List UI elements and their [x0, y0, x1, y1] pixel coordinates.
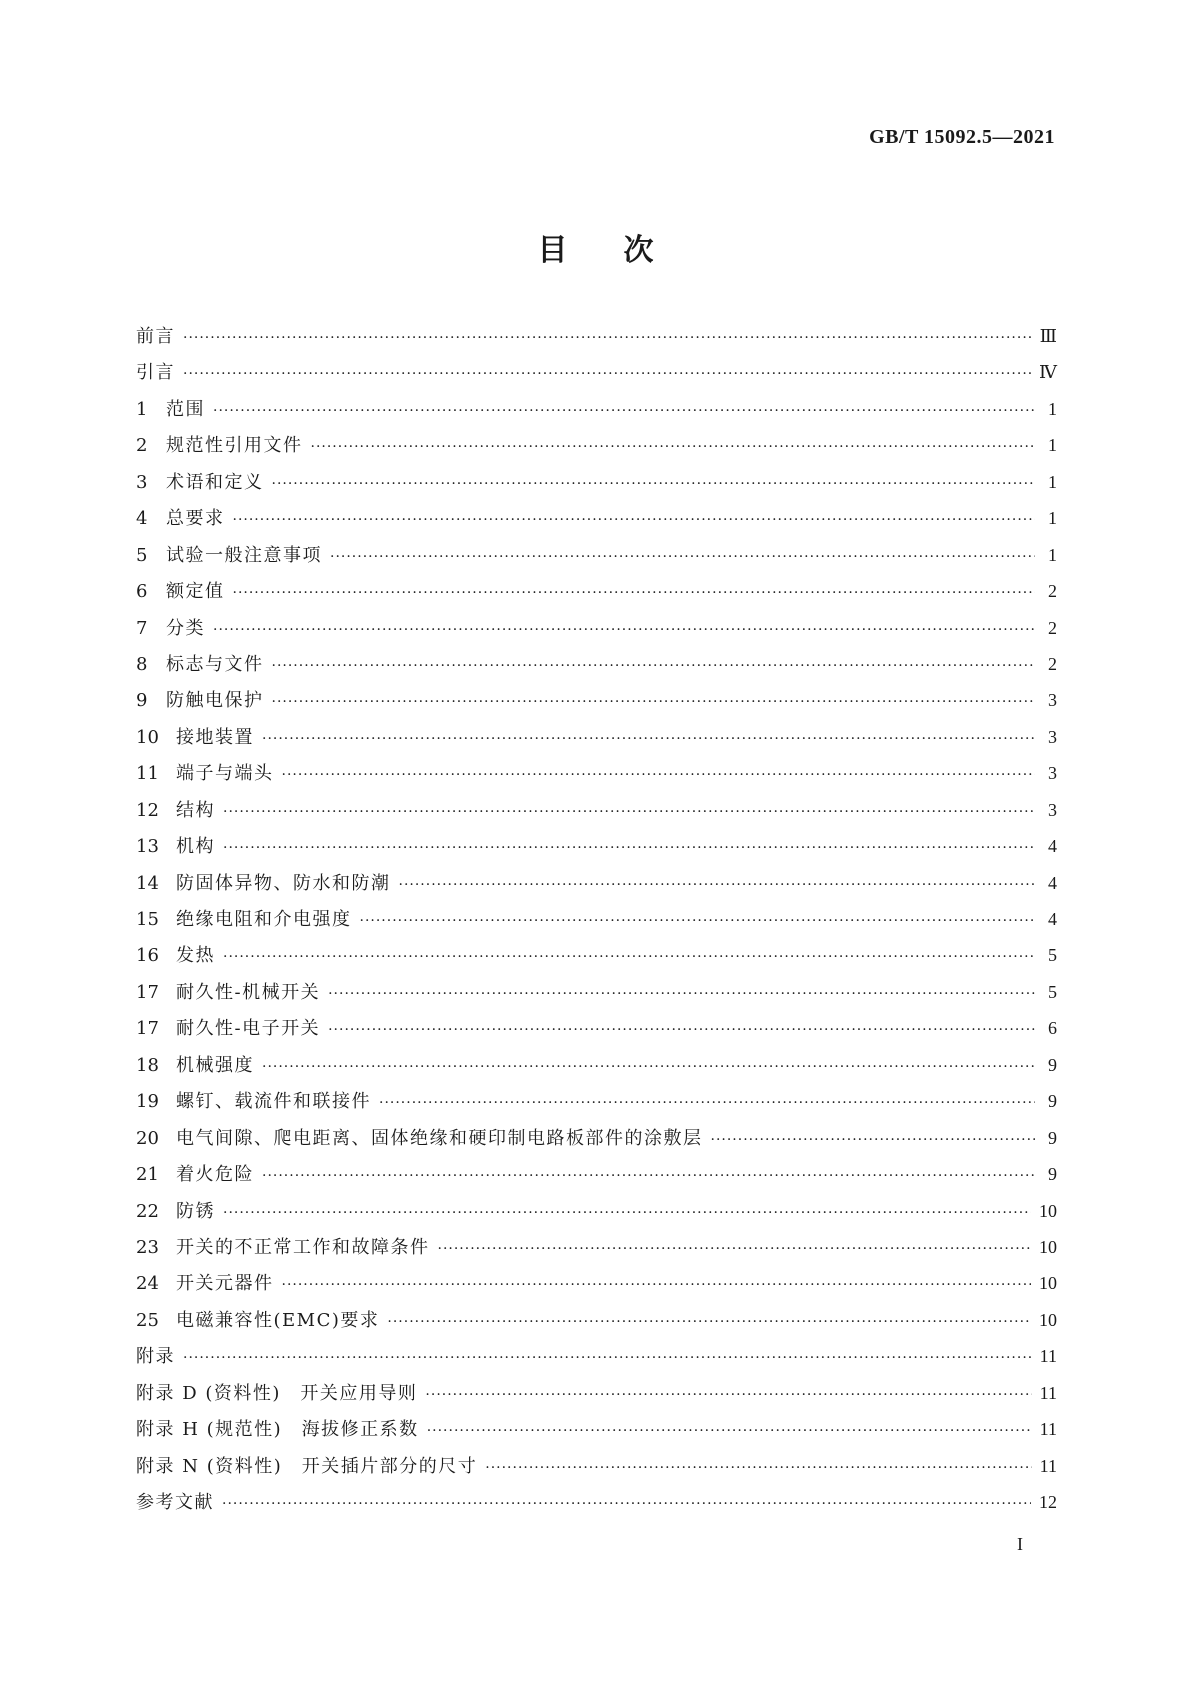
toc-entry-label: 分类 — [166, 617, 205, 639]
toc-dot-leader — [223, 945, 1035, 969]
toc-entry-number: 3 — [136, 471, 148, 493]
toc-entry-label: 范围 — [166, 398, 205, 420]
page-title: 目次 — [537, 233, 710, 268]
toc-entry[interactable] — [136, 871, 1057, 907]
toc-dot-leader — [262, 1164, 1035, 1188]
toc-entry-label: 附录 D (资料性) 开关应用导则 — [136, 1382, 418, 1404]
table-of-contents — [136, 324, 1057, 1526]
toc-entry-number: 23 — [136, 1236, 159, 1258]
toc-entry-label: 开关元器件 — [176, 1273, 274, 1295]
toc-entry-label: 电气间隙、爬电距离、固体绝缘和硬印制电路板部件的涂敷层 — [176, 1127, 703, 1149]
toc-dot-leader — [223, 1201, 1031, 1225]
toc-entry-page: 3 — [1048, 690, 1057, 711]
toc-entry-page: Ⅲ — [1039, 326, 1057, 346]
toc-entry-page: 3 — [1048, 763, 1057, 784]
toc-entry-page: 1 — [1048, 435, 1057, 456]
toc-entry-label: 防触电保护 — [166, 690, 264, 712]
toc-entry-page: 5 — [1048, 981, 1057, 1002]
toc-entry-number: 24 — [136, 1273, 159, 1295]
toc-entry-page: 4 — [1048, 909, 1057, 929]
toc-entry-page: 1 — [1048, 398, 1057, 419]
toc-entry[interactable] — [136, 1089, 1057, 1125]
toc-dot-leader — [272, 690, 1036, 714]
toc-dot-leader — [262, 1055, 1035, 1079]
toc-entry-label: 参考文献 — [136, 1492, 214, 1513]
toc-dot-leader — [223, 800, 1035, 824]
toc-entry-label: 耐久性-电子开关 — [176, 1018, 321, 1040]
toc-entry-page: 9 — [1048, 1091, 1057, 1112]
toc-entry-number: 19 — [136, 1091, 159, 1113]
toc-entry-number: 1 — [136, 398, 148, 420]
toc-entry[interactable] — [136, 1016, 1057, 1052]
toc-entry[interactable] — [136, 1271, 1057, 1307]
toc-dot-leader — [485, 1456, 1031, 1480]
toc-dot-leader — [427, 1419, 1032, 1443]
toc-entry-number: 21 — [136, 1164, 159, 1186]
toc-entry[interactable] — [136, 543, 1057, 579]
toc-entry-label: 前言 — [136, 326, 175, 347]
toc-entry-label: 绝缘电阻和介电强度 — [176, 909, 352, 930]
toc-entry-page: 11 — [1039, 1419, 1057, 1440]
toc-dot-leader — [379, 1091, 1035, 1115]
toc-dot-leader — [399, 873, 1036, 897]
toc-entry-label: 防固体异物、防水和防潮 — [176, 872, 391, 894]
toc-dot-leader — [213, 399, 1035, 423]
toc-entry-page: 1 — [1048, 471, 1057, 492]
toc-entry-number: 6 — [136, 581, 148, 603]
toc-entry-label: 开关的不正常工作和故障条件 — [176, 1236, 430, 1258]
toc-dot-leader — [360, 909, 1036, 933]
toc-entry-label: 标志与文件 — [166, 653, 264, 675]
toc-entry-page: 10 — [1039, 1236, 1057, 1257]
toc-entry-page: 3 — [1048, 726, 1057, 747]
toc-dot-leader — [272, 472, 1036, 496]
toc-entry-label: 着火危险 — [176, 1164, 254, 1186]
toc-entry[interactable] — [136, 761, 1057, 797]
toc-entry-label: 端子与端头 — [176, 763, 274, 785]
toc-entry[interactable] — [136, 1126, 1057, 1162]
toc-entry[interactable] — [136, 360, 1057, 396]
toc-entry-page: 1 — [1048, 508, 1057, 529]
toc-entry-number: 15 — [136, 909, 159, 930]
toc-dot-leader — [222, 1492, 1031, 1516]
toc-entry-number: 8 — [136, 653, 148, 675]
toc-entry-label: 结构 — [176, 799, 215, 821]
toc-entry-page: 6 — [1048, 1018, 1057, 1039]
toc-entry-label: 附录 — [136, 1346, 175, 1368]
toc-entry-number: 18 — [136, 1054, 159, 1076]
toc-entry-page: 2 — [1048, 617, 1057, 638]
toc-entry-number: 25 — [136, 1309, 159, 1331]
toc-entry-label: 电磁兼容性(EMC)要求 — [176, 1309, 380, 1331]
toc-entry-label: 接地装置 — [176, 726, 254, 748]
toc-entry-page: 9 — [1048, 1054, 1057, 1075]
toc-entry[interactable] — [136, 1235, 1057, 1271]
standard-code: GB/T 15092.5—2021 — [869, 126, 1055, 148]
toc-dot-leader — [311, 435, 1036, 459]
toc-entry-page: 2 — [1048, 581, 1057, 602]
toc-entry-label: 总要求 — [166, 508, 225, 530]
toc-entry-page: 4 — [1048, 872, 1057, 893]
toc-dot-leader — [282, 1273, 1032, 1297]
toc-entry[interactable] — [136, 834, 1057, 870]
toc-entry-label: 耐久性-机械开关 — [176, 981, 321, 1003]
toc-entry-page: 11 — [1039, 1455, 1057, 1476]
toc-entry-page: Ⅳ — [1039, 362, 1057, 383]
toc-entry[interactable] — [136, 1417, 1057, 1453]
toc-entry-page: 2 — [1048, 653, 1057, 674]
toc-entry-label: 防锈 — [176, 1200, 215, 1222]
toc-entry[interactable] — [136, 579, 1057, 615]
toc-entry-label: 规范性引用文件 — [166, 435, 303, 457]
toc-entry[interactable] — [136, 397, 1057, 433]
toc-entry-number: 16 — [136, 945, 159, 967]
toc-entry[interactable] — [136, 980, 1057, 1016]
toc-entry-number: 11 — [136, 763, 159, 785]
toc-entry-label: 试验一般注意事项 — [166, 544, 322, 566]
toc-dot-leader — [183, 362, 1031, 386]
toc-dot-leader — [272, 654, 1036, 678]
toc-entry-number: 17 — [136, 981, 159, 1003]
toc-dot-leader — [328, 982, 1035, 1006]
toc-entry-page: 10 — [1039, 1200, 1057, 1221]
toc-entry-page: 5 — [1048, 945, 1057, 966]
toc-entry-page: 9 — [1048, 1127, 1057, 1148]
toc-entry-number: 5 — [136, 544, 148, 566]
toc-entry-number: 17 — [136, 1018, 159, 1040]
toc-entry[interactable] — [136, 943, 1057, 979]
toc-entry[interactable] — [136, 725, 1057, 761]
toc-entry-label: 螺钉、载流件和联接件 — [176, 1091, 371, 1113]
toc-dot-leader — [282, 763, 1036, 787]
toc-entry-label: 附录 H (规范性) 海拔修正系数 — [136, 1419, 419, 1441]
page-number: I — [1017, 1534, 1023, 1554]
toc-entry-page: 3 — [1048, 799, 1057, 820]
toc-entry-page: 9 — [1048, 1164, 1057, 1185]
toc-entry-label: 机械强度 — [176, 1054, 254, 1076]
toc-dot-leader — [223, 836, 1035, 860]
toc-entry-label: 附录 N (资料性) 开关插片部分的尺寸 — [136, 1455, 478, 1477]
toc-entry-page: 12 — [1039, 1492, 1057, 1512]
toc-entry[interactable] — [136, 506, 1057, 542]
toc-entry[interactable] — [136, 1454, 1057, 1490]
toc-entry[interactable] — [136, 470, 1057, 506]
toc-entry-label: 发热 — [176, 945, 215, 967]
toc-entry-page: 10 — [1039, 1273, 1057, 1294]
toc-entry[interactable] — [136, 1053, 1057, 1089]
toc-entry[interactable] — [136, 907, 1057, 943]
toc-entry[interactable] — [136, 1308, 1057, 1344]
toc-entry-number: 12 — [136, 799, 159, 821]
toc-entry-number: 4 — [136, 508, 148, 530]
toc-entry-number: 22 — [136, 1200, 159, 1222]
toc-entry-label: 引言 — [136, 362, 175, 384]
toc-dot-leader — [425, 1383, 1031, 1407]
toc-entry-label: 额定值 — [166, 581, 225, 603]
toc-dot-leader — [213, 618, 1035, 642]
toc-entry[interactable] — [136, 433, 1057, 469]
toc-entry-label: 术语和定义 — [166, 471, 264, 493]
toc-entry-number: 13 — [136, 836, 159, 858]
toc-dot-leader — [711, 1128, 1036, 1152]
toc-entry-label: 机构 — [176, 836, 215, 858]
toc-entry[interactable] — [136, 1381, 1057, 1417]
toc-entry-page: 11 — [1039, 1346, 1057, 1367]
toc-dot-leader — [183, 1346, 1032, 1370]
toc-entry[interactable] — [136, 798, 1057, 834]
toc-entry-page: 1 — [1048, 544, 1057, 565]
toc-entry-number: 7 — [136, 617, 148, 639]
toc-entry[interactable] — [136, 652, 1057, 688]
toc-entry-page: 4 — [1048, 836, 1057, 857]
toc-entry[interactable] — [136, 324, 1057, 360]
toc-entry-number: 10 — [136, 726, 159, 748]
toc-entry-number: 14 — [136, 872, 159, 894]
toc-dot-leader — [233, 581, 1036, 605]
toc-dot-leader — [183, 326, 1032, 350]
toc-dot-leader — [438, 1237, 1032, 1261]
toc-dot-leader — [387, 1310, 1031, 1334]
toc-dot-leader — [233, 508, 1036, 532]
toc-entry[interactable] — [136, 688, 1057, 724]
toc-entry[interactable] — [136, 1162, 1057, 1198]
toc-dot-leader — [328, 1018, 1035, 1042]
toc-entry[interactable] — [136, 616, 1057, 652]
toc-entry[interactable] — [136, 1344, 1057, 1380]
toc-entry-number: 9 — [136, 690, 148, 712]
toc-entry[interactable] — [136, 1490, 1057, 1526]
toc-dot-leader — [330, 545, 1035, 569]
toc-entry-page: 11 — [1039, 1382, 1057, 1403]
toc-entry-number: 20 — [136, 1127, 159, 1149]
toc-entry[interactable] — [136, 1199, 1057, 1235]
toc-dot-leader — [262, 727, 1035, 751]
toc-entry-page: 10 — [1039, 1309, 1057, 1330]
toc-entry-number: 2 — [136, 435, 148, 457]
